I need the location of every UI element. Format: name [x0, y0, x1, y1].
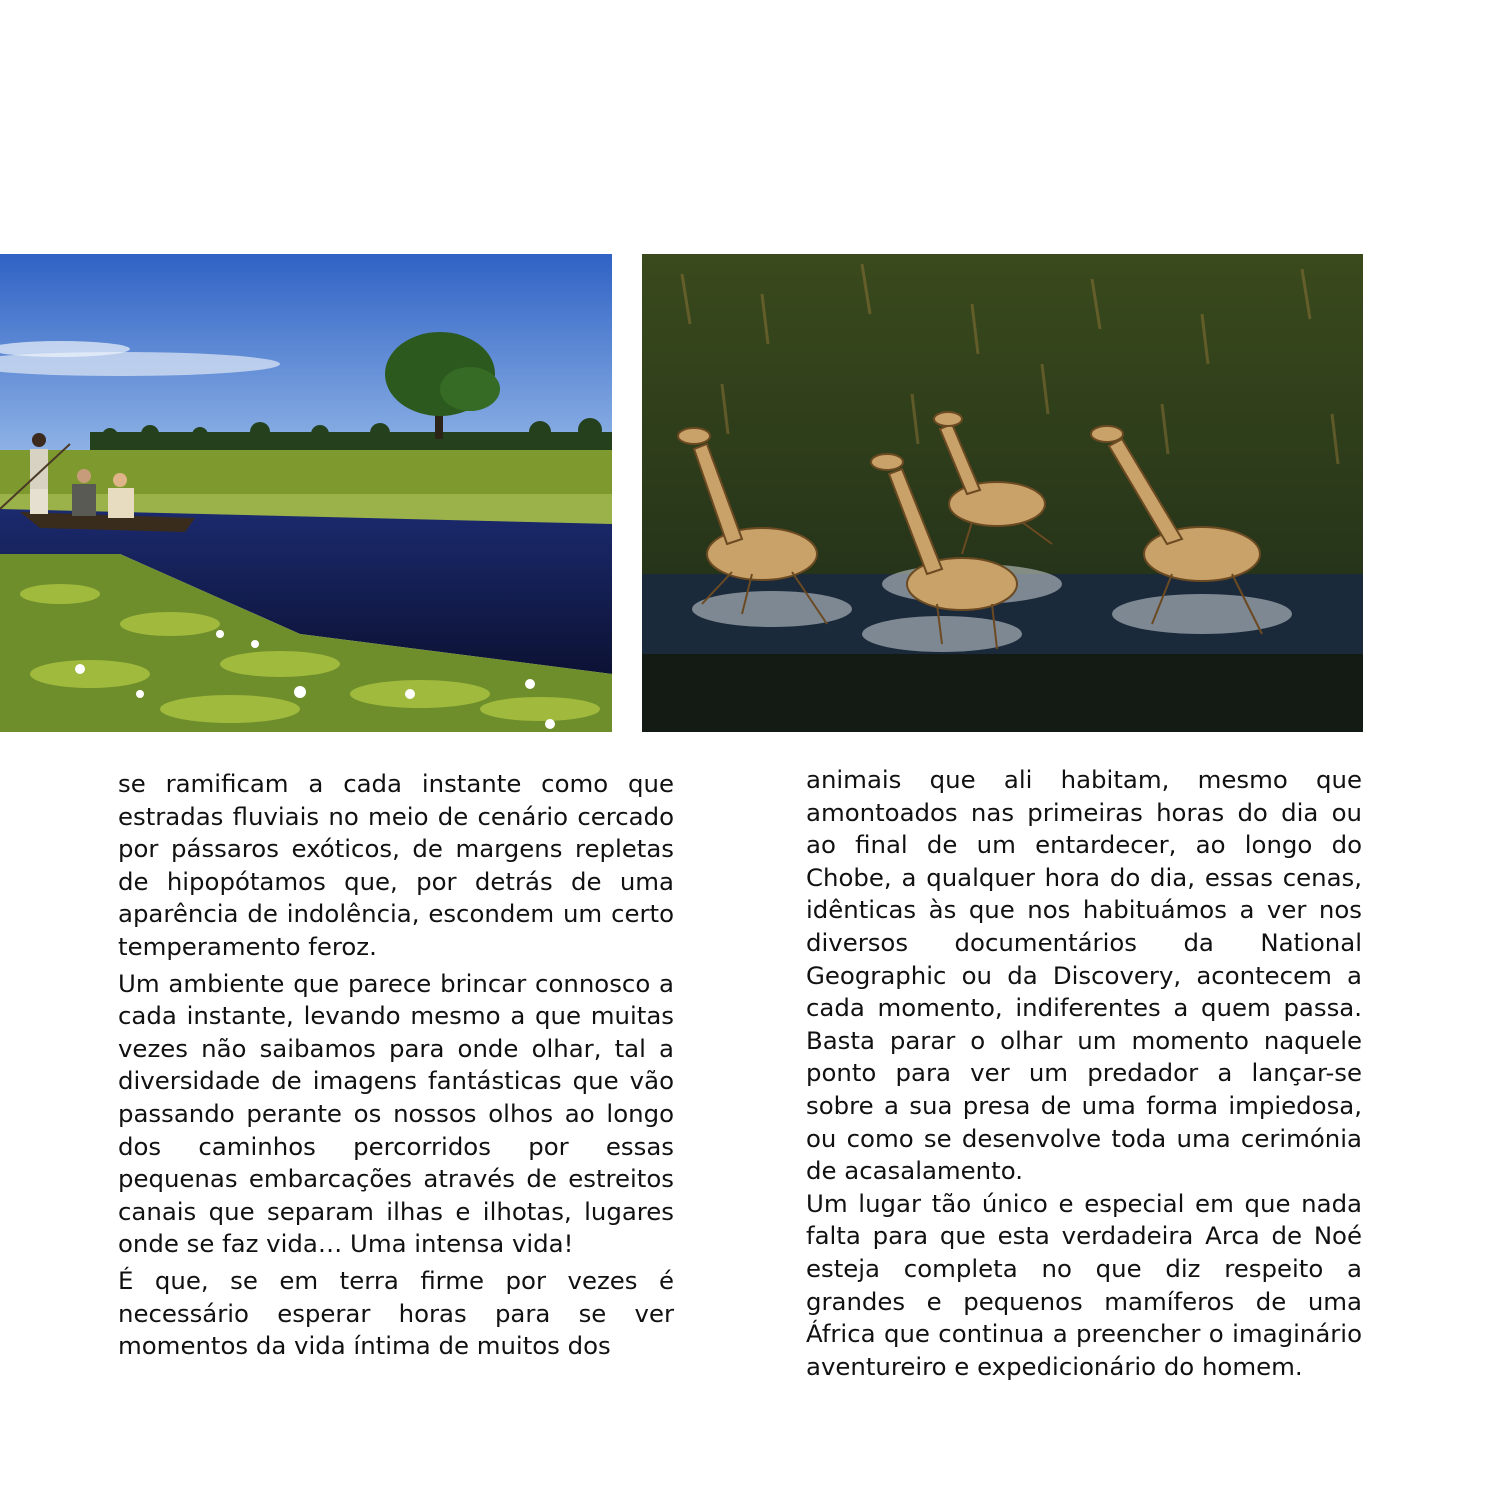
right-text-column	[806, 764, 1362, 1383]
right-paragraph-2: Um lugar tão único e especial em que nada falta para que esta verdadeira Arca de Noé esteja completa no que diz respeito a grandes e pequenos mamíferos de uma África que continua a preencher o imaginário aventureiro e expedicionário do homem.	[806, 1188, 1362, 1381]
left-paragraph-2: Um ambiente que parece brincar connosco a cada instante, levando mesmo a que muitas vezes não saibamos para onde olhar, tal a diversidade de imagens fantásticas que vão passando perante os nossos olhos ao longo dos caminhos percorridos por essas pequenas embarcações através de estreitos canais que separam ilhas e ilhotas, lugares onde se faz vida… Uma intensa vida!	[118, 968, 674, 1259]
right-paragraph-1: animais que ali habitam, mesmo que amontoados nas primeiras horas do dia ou ao final de um entardecer, ao longo do Chobe, a qualquer hora do dia, essas cenas, idênticas às que nos habituámos a ver nos diversos documentários da National Geographic ou da Discovery, acontecem a cada momento, indiferentes a quem passa. Basta parar o olhar um momento naquele ponto para ver um predador a lançar-se sobre a sua presa de uma forma impiedosa, ou como se desenvolve toda uma cerimónia de acasalamento.	[806, 765, 1362, 1186]
left-text-column	[118, 768, 674, 1363]
mokoro-canoe-photo	[0, 254, 612, 732]
running-giraffes-photo	[642, 254, 1363, 732]
left-paragraph-1: se ramificam a cada instante como que estradas fluviais no meio de cenário cercado por pássaros exóticos, de margens repletas de hipopótamos que, por detrás de uma aparência de indolência, escondem um certo temperamento feroz.	[118, 769, 674, 961]
left-paragraph-3: É que, se em terra firme por vezes é necessário esperar horas para se ver momentos da vida íntima de muitos dos	[118, 1265, 674, 1361]
